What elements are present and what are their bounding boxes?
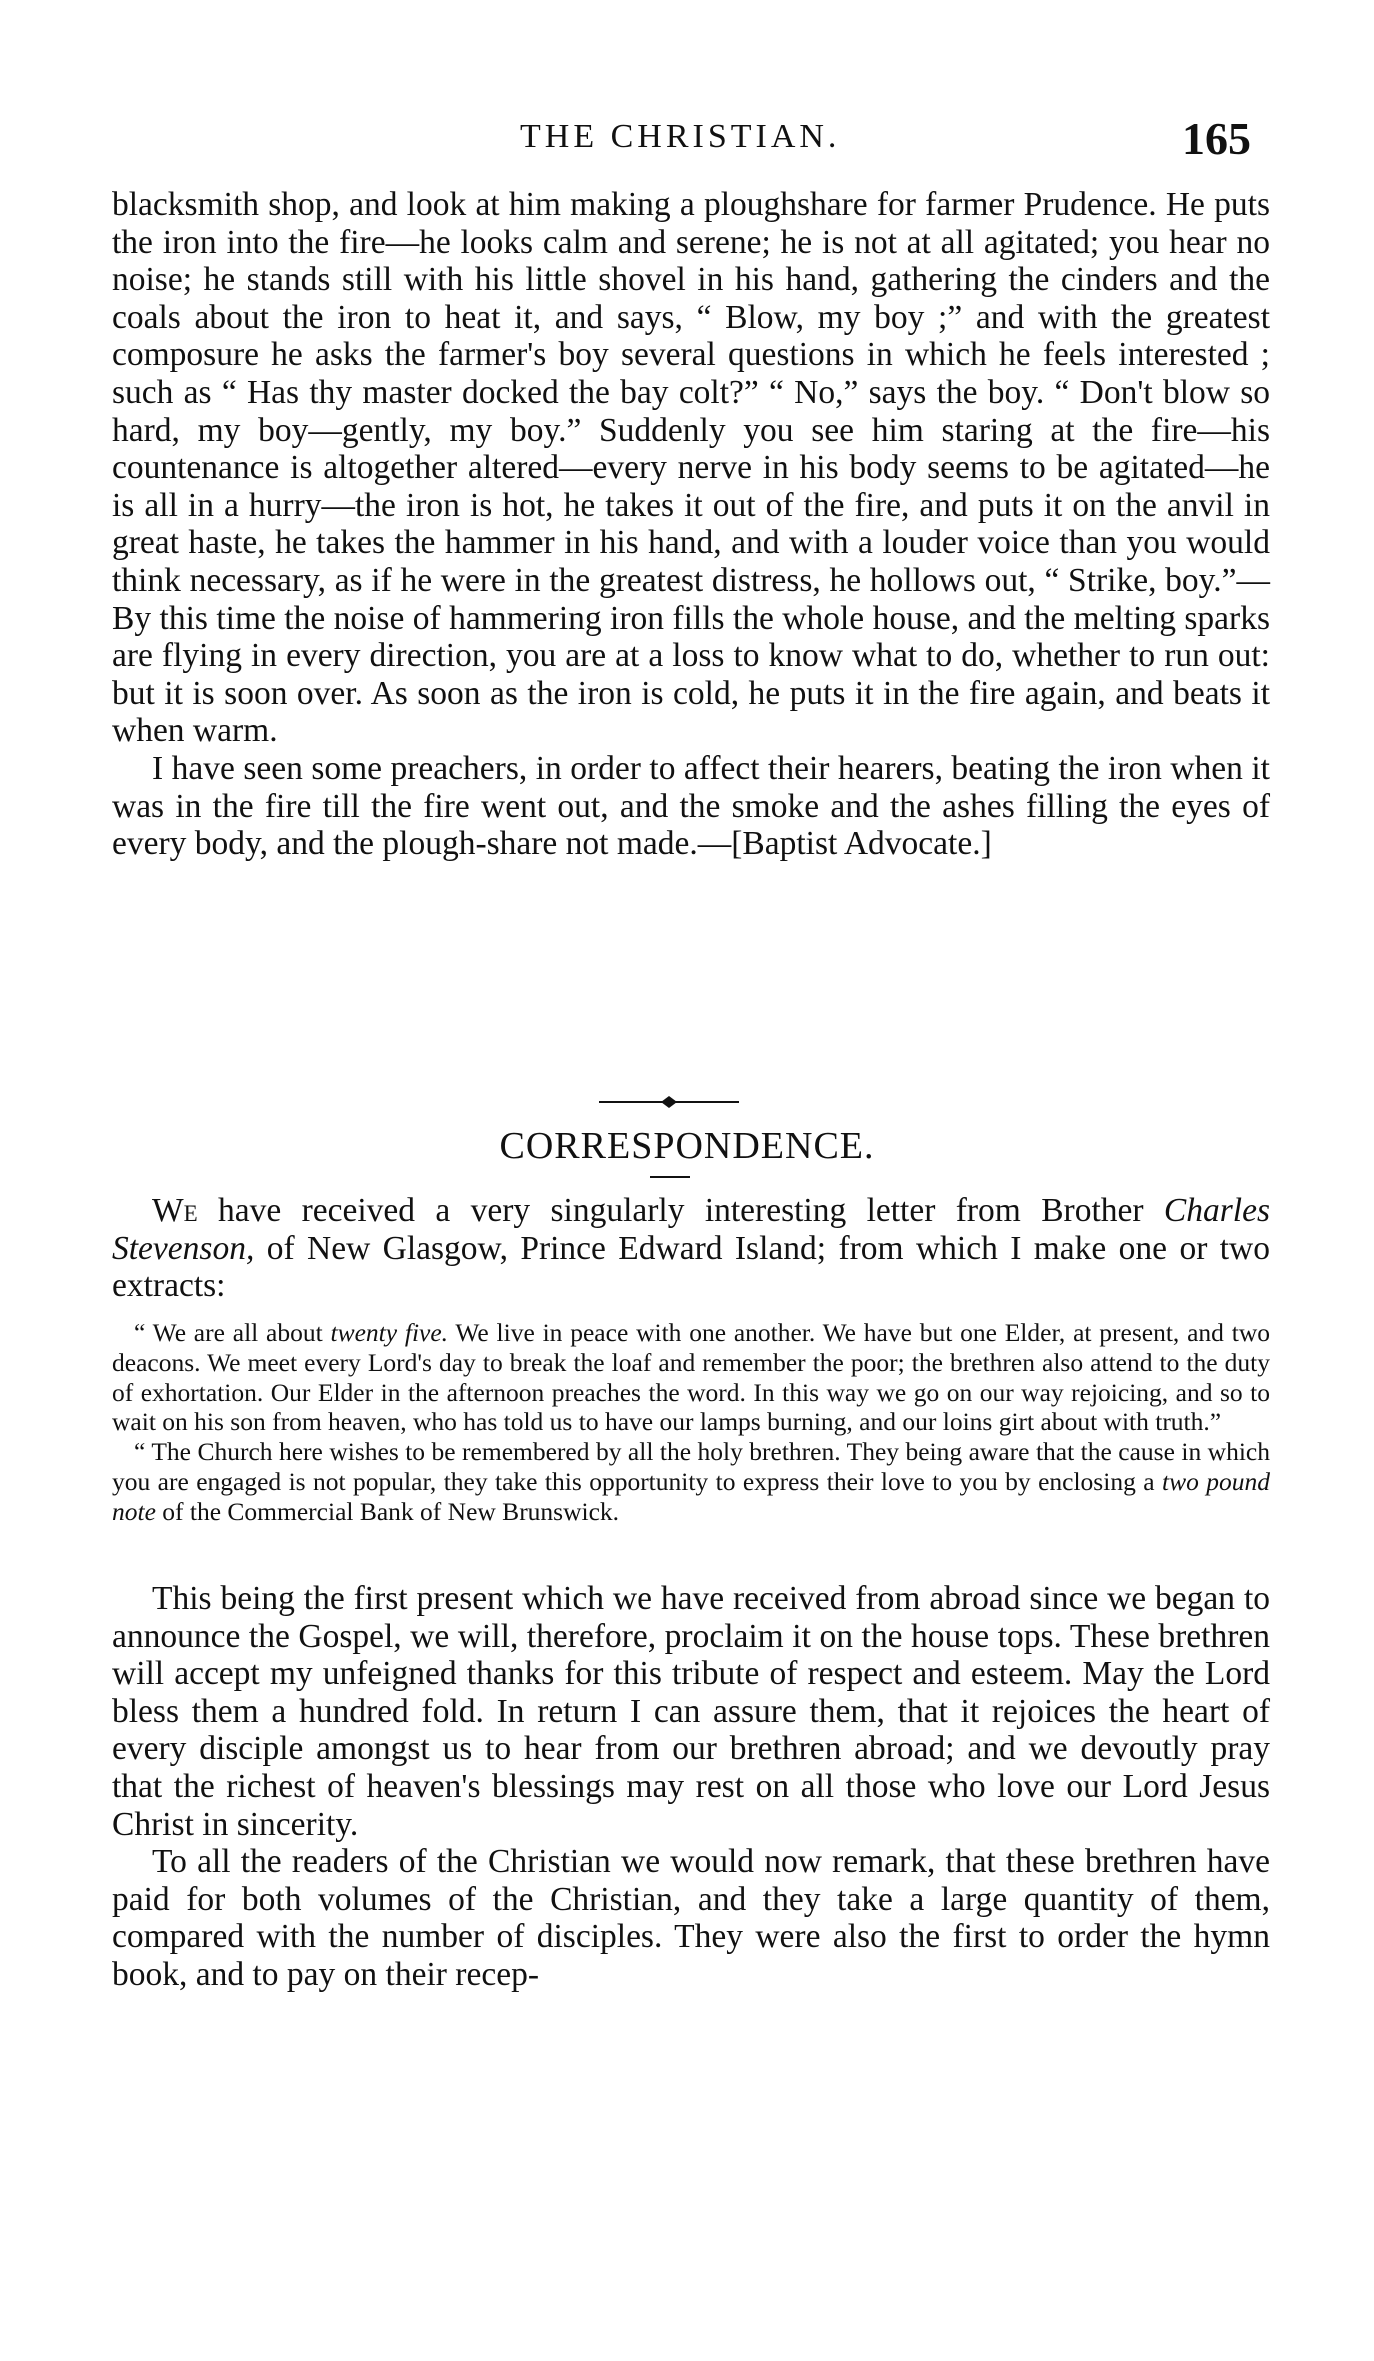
correspondence-intro xyxy=(112,1192,1270,1305)
extract-2-text-b: of the Commercial Bank of New Brunswick. xyxy=(155,1496,620,1526)
article-paragraph-1: blacksmith shop, and look at him making a ploughshare for farmer Prudence. He puts the iron into the fire—he looks calm and serene; he is not at all agitated; you hear no noise; he stands still with his little shovel in his hand, gathering the cinders and the coals about the iron to heat it, and says, “ Blow, my boy ;” and with the greatest composure he asks the farmer's boy several questions in which he feels interested ; such as “ Has thy master docked the bay colt?” “ No,” says the boy. “ Don't blow so hard, my boy—gently, my boy.” Suddenly you see him staring at the fire—his countenance is altogether altered—every nerve in his body seems to be agitated—he is all in a hurry—the iron is hot, he takes it out of the fire, and puts it on the anvil in great haste, he takes the hammer in his hand, and with a louder voice than you would think necessary, as if he were in the greatest distress, he hollows out, “ Strike, boy.”—By this time the noise of hammering iron fills the whole house, and the melting sparks are flying in every direction, you are at a loss to know what to do, whether to run out: but it is soon over. As soon as the iron is cold, he puts it in the fire again, and beats it when warm. xyxy=(112,186,1270,750)
page-number: 165 xyxy=(1182,113,1251,164)
commentary-paragraph-2: To all the readers of the Christian we would now remark, that these brethren have paid for both volumes of the Christian, and they take a large quantity of them, compared with the number of disciples. They were also the first to order the hymn book, and to pay on their recep- xyxy=(112,1843,1270,1993)
article-continuation xyxy=(112,186,1270,863)
intro-text-after-name: of New Glasgow, Prince Edward Island; from which I make one or two extracts: xyxy=(112,1229,1270,1305)
letter-extract-1 xyxy=(112,1318,1270,1437)
extract-2-italic: two pound note xyxy=(112,1466,1270,1526)
intro-lead-word: We xyxy=(152,1192,198,1229)
section-heading: CORRESPONDENCE. xyxy=(499,1125,875,1167)
extract-1-italic: twenty five. xyxy=(330,1318,449,1347)
ornamental-divider xyxy=(599,1094,739,1110)
heading-rule xyxy=(650,1176,690,1178)
running-title: THE CHRISTIAN. xyxy=(520,118,841,155)
page-header xyxy=(0,112,1374,172)
intro-text-before-name: have received a very singularly interesting letter from Brother xyxy=(197,1192,1164,1229)
extract-2-text-a: “ The Church here wishes to be remembered by all the holy brethren. They being aware that the cause in which you are engaged is not popular, they take this opportunity to express their love to you by enclosing a xyxy=(112,1437,1270,1496)
intro-paragraph xyxy=(112,1192,1270,1305)
extract-1-text-a: “ We are all about xyxy=(134,1318,331,1347)
correspondent-name: Charles Stevenson, xyxy=(112,1192,1270,1267)
letter-extract-2 xyxy=(112,1437,1270,1526)
letter-extracts xyxy=(112,1318,1270,1527)
article-paragraph-2: I have seen some preachers, in order to affect their hearers, beating the iron when it was in the fire till the fire went out, and the smoke and the ashes filling the eyes of every body, and the plough-share not made.—[Baptist Advocate.] xyxy=(112,749,1270,863)
commentary-paragraph-1: This being the first present which we have received from abroad since we began to announce the Gospel, we will, therefore, proclaim it on the house tops. These brethren will accept my unfeigned thanks for this tribute of respect and esteem. May the Lord bless them a hundred fold. In return I can assure them, that it rejoices the heart of every disciple amongst us to hear from our brethren abroad; and we devoutly pray that the richest of heaven's blessings may rest on all those who love our Lord Jesus Christ in sincerity. xyxy=(112,1580,1270,1843)
extract-1-text-b: We live in peace with one another. We have but one Elder, at present, and two deacons. We meet every Lord's day to break the loaf and remember the poor; the brethren also attend to the duty of exhortation. Our Elder in the afternoon preaches the word. In this way we go on our way rejoicing, and so to wait on his son from heaven, who has told us to have our lamps burning, and our loins girt about with truth.” xyxy=(112,1318,1270,1437)
correspondence-commentary xyxy=(112,1580,1270,1994)
